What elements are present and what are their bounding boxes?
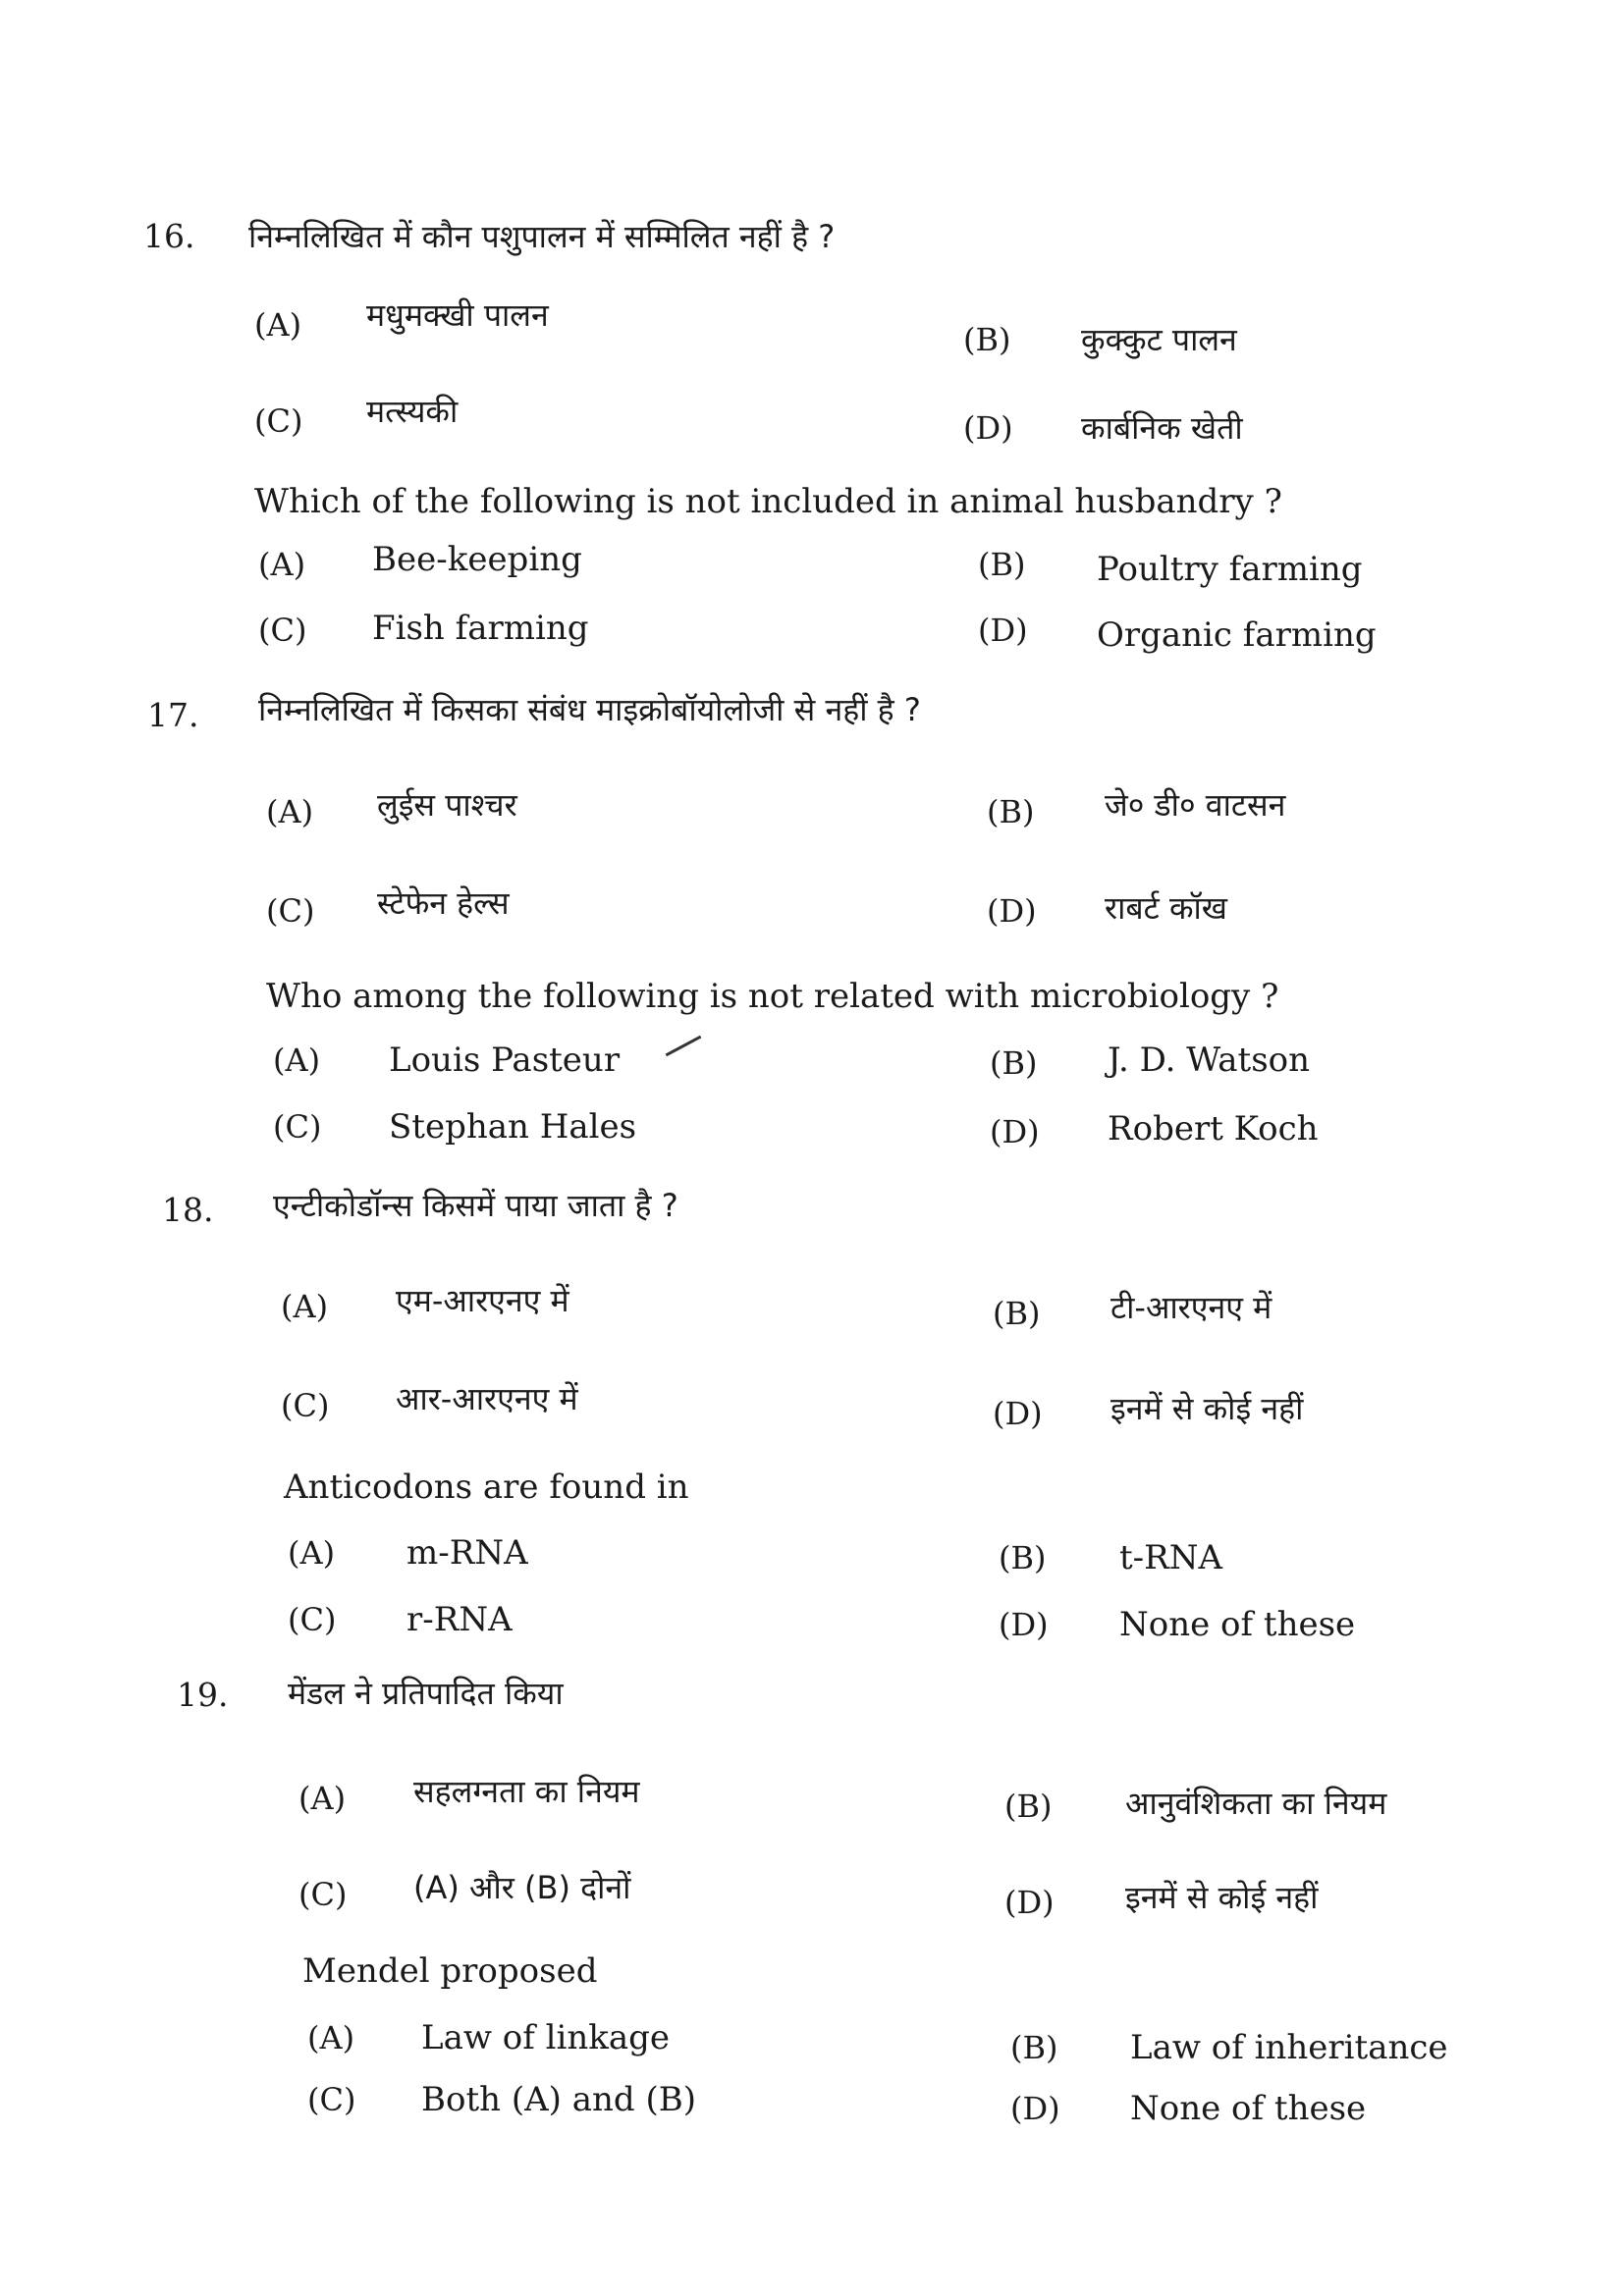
- option-text-english: Both (A) and (B): [421, 2080, 696, 2119]
- question-number: 16.: [143, 217, 195, 255]
- option-label: (C): [281, 1387, 330, 1424]
- option-text-english: Robert Koch: [1108, 1109, 1319, 1148]
- option-text-hindi: इनमें से कोई नहीं: [1110, 1390, 1304, 1427]
- question-number: 18.: [162, 1191, 214, 1229]
- option-label: (D): [999, 1606, 1049, 1643]
- option-label: (C): [266, 892, 315, 930]
- option-label: (B): [990, 1044, 1038, 1082]
- question-text-hindi: निम्नलिखित में किसका संबंध माइक्रोबॉयोलोजी से नहीं है ?: [258, 691, 921, 728]
- option-label: (C): [298, 1876, 348, 1913]
- option-text-hindi: आर-आरएनए में: [396, 1380, 578, 1417]
- option-text-hindi: आनुवंशिकता का नियम: [1125, 1785, 1387, 1822]
- question-text-english: Who among the following is not related with microbiology ?: [266, 977, 1279, 1016]
- option-label: (A): [258, 546, 306, 583]
- option-text-english: t-RNA: [1119, 1538, 1223, 1577]
- option-text-english: Fish farming: [372, 609, 589, 648]
- option-text-english: Organic farming: [1097, 615, 1377, 655]
- option-text-hindi: मधुमक्खी पालन: [366, 296, 549, 334]
- option-label: (A): [266, 793, 314, 830]
- option-text-hindi: कार्बनिक खेती: [1081, 409, 1243, 447]
- option-text-hindi: इनमें से कोई नहीं: [1125, 1879, 1319, 1916]
- option-label: (D): [987, 892, 1037, 930]
- option-label: (C): [254, 402, 303, 440]
- option-text-hindi: एम-आरएनए में: [396, 1282, 569, 1319]
- option-text-hindi: (A) और (B) दोनों: [413, 1869, 631, 1906]
- option-label: (D): [1010, 2090, 1060, 2127]
- option-text-english: Law of inheritance: [1130, 2028, 1448, 2067]
- option-label: (C): [288, 1601, 337, 1638]
- option-text-hindi: जे० डी० वाटसन: [1105, 786, 1286, 824]
- option-label: (B): [987, 793, 1035, 830]
- option-label: (D): [978, 612, 1028, 649]
- option-label: (A): [254, 306, 302, 344]
- option-text-english: None of these: [1130, 2089, 1367, 2128]
- option-label: (A): [307, 2019, 355, 2056]
- option-label: (B): [999, 1539, 1047, 1576]
- option-label: (A): [288, 1534, 336, 1572]
- option-label: (B): [1004, 1788, 1053, 1825]
- option-text-english: Bee-keeping: [372, 540, 582, 579]
- option-text-english: None of these: [1119, 1605, 1356, 1644]
- option-text-english: J. D. Watson: [1108, 1041, 1311, 1080]
- option-label: (C): [307, 2081, 356, 2118]
- option-label: (B): [963, 321, 1011, 358]
- question-number: 19.: [177, 1676, 229, 1714]
- option-text-hindi: लुईस पाश्चर: [377, 786, 517, 824]
- option-label: (A): [281, 1288, 329, 1325]
- option-text-english: Stephan Hales: [389, 1107, 637, 1147]
- option-label: (D): [963, 409, 1013, 447]
- question-text-hindi: मेंडल ने प्रतिपादित किया: [288, 1675, 564, 1712]
- option-text-english: Poultry farming: [1097, 550, 1363, 589]
- option-label: (D): [993, 1395, 1043, 1432]
- option-text-english: r-RNA: [406, 1600, 513, 1639]
- question-text-english: Anticodons are found in: [284, 1468, 689, 1507]
- option-label: (B): [993, 1295, 1041, 1332]
- option-label: (C): [258, 612, 307, 649]
- option-label: (D): [990, 1113, 1040, 1150]
- option-label: (B): [1010, 2029, 1058, 2066]
- option-text-english: m-RNA: [406, 1533, 528, 1573]
- question-text-hindi: एन्टीकोडॉन्स किसमें पाया जाता है ?: [273, 1187, 678, 1224]
- question-text-hindi: निम्नलिखित में कौन पशुपालन में सम्मिलित नहीं है ?: [248, 218, 836, 255]
- option-label: (A): [273, 1041, 321, 1079]
- option-text-english: Law of linkage: [421, 2018, 671, 2057]
- option-text-hindi: टी-आरएनए में: [1110, 1289, 1272, 1326]
- question-number: 17.: [147, 696, 199, 734]
- option-text-english: Louis Pasteur: [389, 1041, 621, 1080]
- tick-mark-icon: [666, 1036, 702, 1056]
- option-label: (C): [273, 1108, 322, 1146]
- question-text-english: Which of the following is not included in animal husbandry ?: [254, 482, 1282, 521]
- option-text-hindi: कुक्कुट पालन: [1081, 321, 1237, 358]
- option-text-hindi: स्टेफेन हेल्स: [377, 884, 510, 922]
- option-text-hindi: सहलग्नता का नियम: [413, 1773, 640, 1810]
- option-text-hindi: मत्स्यकी: [366, 393, 459, 430]
- option-text-hindi: राबर्ट कॉख: [1105, 889, 1227, 927]
- option-label: (D): [1004, 1884, 1055, 1921]
- option-label: (B): [978, 546, 1026, 583]
- option-label: (A): [298, 1780, 347, 1817]
- question-text-english: Mendel proposed: [302, 1951, 598, 1991]
